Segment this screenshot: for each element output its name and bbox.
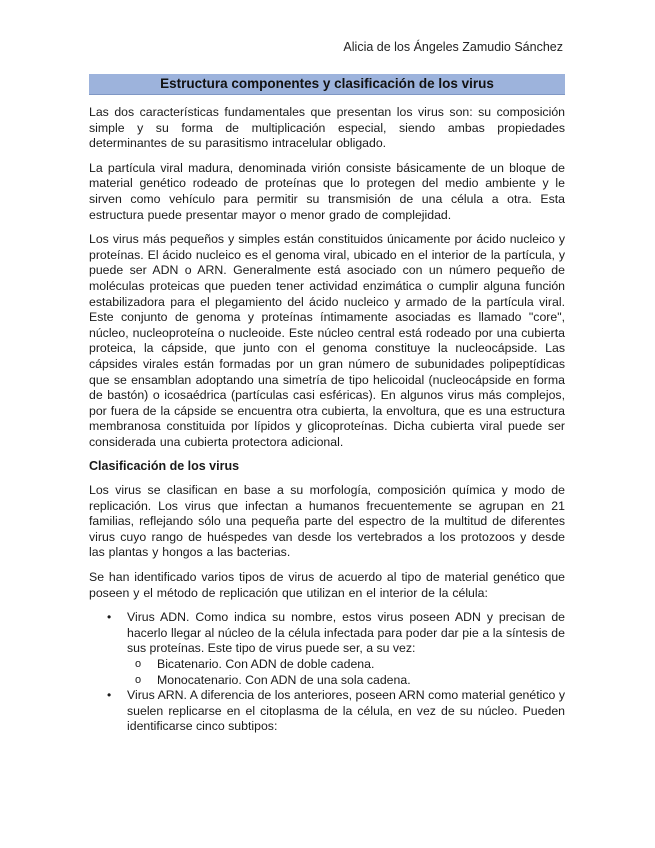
document-title: Estructura componentes y clasificación de los virus <box>89 74 565 95</box>
document-body <box>89 74 565 735</box>
header-author: Alicia de los Ángeles Zamudio Sánchez <box>343 40 563 54</box>
paragraph-intro-3: Los virus más pequeños y simples están constituidos únicamente por ácido nucleico y proteínas. El ácido nucleico es el genoma viral, ubicado en el interior de la partícula, y puede ser ADN o ARN. Generalmente está asociado con un número pequeño de moléculas proteicas que pueden tener actividad enzimática o cumplir alguna función estabilizadora para el plegamiento del ácido nucleico y armado de la partícula viral. Este conjunto de genoma y proteínas íntimamente asociadas es llamado "core", núcleo, nucleoproteína o nucleoide. Este núcleo central está rodeado por una cubierta proteica, la cápside, que junto con el genoma constituye la nucleocápside. Las cápsides virales están formadas por un gran número de subunidades polipeptídicas que se ensamblan adoptando una simetría de tipo helicoidal (nucleocápside en forma de bastón) o icosaédrica (partículas casi esféricas). En algunos virus más complejos, por fuera de la cápside se encuentra otra cubierta, la envoltura, que es una estructura membranosa constituida por lípidos y glicoproteínas. Dicha cubierta viral puede ser considerada una cubierta protectora adicional. <box>89 232 565 449</box>
sub-bullet-icon: o <box>135 658 142 670</box>
virus-types-list <box>89 610 565 735</box>
paragraph-classification-2: Se han identificado varios tipos de virus de acuerdo al tipo de material genético que poseen y el método de replicación que utilizan en el interior de la célula: <box>89 570 565 600</box>
bullet-icon: • <box>107 688 112 703</box>
list-item-text: Virus ADN. Como indica su nombre, estos virus poseen ADN y precisan de hacerlo llegar al núcleo de la célula infectada para poder dar pie a la síntesis de sus proteínas. Este tipo de virus puede ser, a su vez: <box>127 610 565 656</box>
paragraph-classification-1: Los virus se clasifican en base a su morfología, composición química y modo de replicación. Los virus que infectan a humanos frecuentemente se agrupan en 21 familias, reflejando sólo una pequeña parte del espectro de la multitud de diferentes virus cuyo rango de huéspedes van desde los vertebrados a los protozoos y desde las plantas y hongos a las bacterias. <box>89 483 565 560</box>
sub-list-item-text: Monocatenario. Con ADN de una sola cadena. <box>157 672 411 687</box>
paragraph-intro-1: Las dos características fundamentales que presentan los virus son: su composición simple y su forma de multiplicación especial, siendo ambas propiedades determinantes de su parasitismo intracelular obligado. <box>89 105 565 151</box>
sub-bullet-icon: o <box>135 673 142 686</box>
sub-list-item-bicatenario <box>135 657 565 673</box>
list-item-virus-arn <box>107 688 565 735</box>
adn-subtypes-list <box>127 657 565 688</box>
bullet-icon: • <box>107 610 112 625</box>
sub-list-item-monocatenario <box>135 672 565 689</box>
list-item-virus-adn <box>107 610 565 688</box>
list-item-text: Virus ARN. A diferencia de los anteriores, poseen ARN como material genético y suelen replicarse en el citoplasma de la célula, en vez de su núcleo. Pueden identificarse cinco subtipos: <box>127 688 565 734</box>
paragraph-intro-2: La partícula viral madura, denominada virión consiste básicamente de un bloque de material genético rodeado de proteínas que lo protegen del medio ambiente y le sirven como vehículo para permitir su transmisión de una célula a otra. Esta estructura puede presentar mayor o menor grado de complejidad. <box>89 160 565 222</box>
section-heading-classification: Clasificación de los virus <box>89 459 240 474</box>
sub-list-item-text: Bicatenario. Con ADN de doble cadena. <box>157 657 375 671</box>
